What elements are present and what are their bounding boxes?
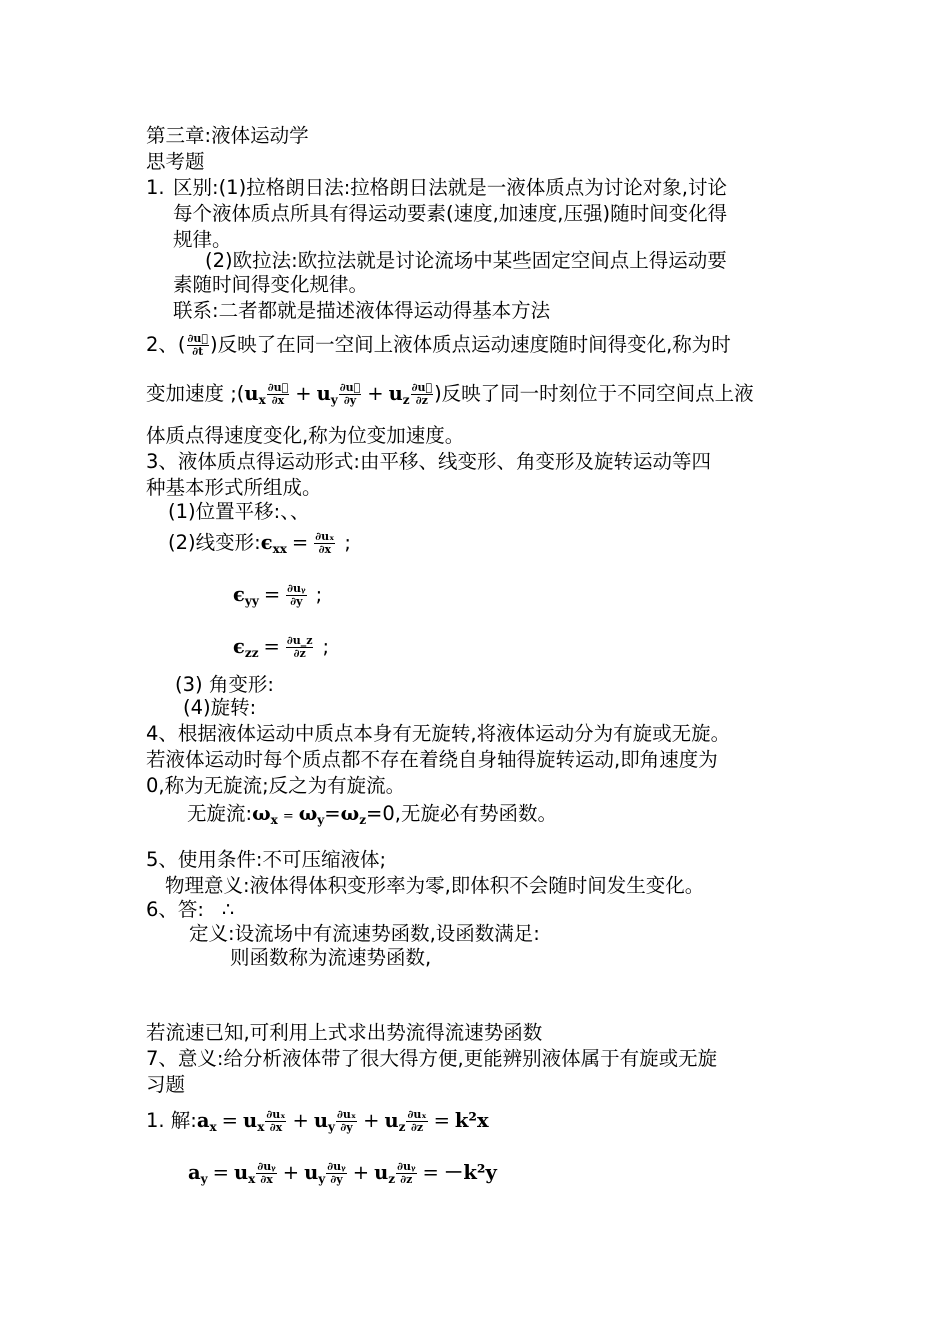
exercise-1-ax: 1. 解$:a_x = u_x$ $\frac{\text{∂uₓ}}{\partial x}$ + $u_y$ $\frac{\text{∂uₓ}}{\partial y}$ + $u_z$ $\frac{\text{∂uₓ}}{\partial z}$ = k²x <box>146 1108 489 1134</box>
chapter-title: 第三章:液体运动学 <box>146 124 309 147</box>
exercise-1-ay: $a_y = u_x$ $\frac{\text{∂uᵧ}}{\partial x}$ + $u_y$ $\frac{\text{∂uᵧ}}{\partial y}$ + $u_z$ $\frac{\text{∂uᵧ}}{\partial z}$ = －k²y <box>188 1160 497 1186</box>
q1-number: 1. <box>146 176 165 199</box>
strain-fraction-xx: $\frac{\text{∂uₓ}}{\partial x}$ <box>315 530 335 556</box>
q3-item-translation: (1)位置平移:、、 <box>168 500 310 523</box>
q5-line: 物理意义:液体得体积变形率为零,即体积不会随时间发生变化。 <box>165 874 705 897</box>
strain-fraction-zz: $\frac{\partial u\_z}{\partial z}$ <box>286 634 313 660</box>
q3-line: 3、液体质点得运动形式:由平移、线变形、角变形及旋转运动等四 <box>146 450 711 473</box>
section-heading-exercises: 习题 <box>146 1073 186 1096</box>
ay-fraction-y: $\frac{\text{∂uᵧ}}{\partial y}$ <box>327 1160 346 1186</box>
q7-line: 7、意义:给分析液体带了很大得方便,更能辨别液体属于有旋或无旋 <box>146 1047 718 1070</box>
q1-line: 素随时间得变化规律。 <box>173 273 369 296</box>
q3-item-linear-deformation: (2)线变形$:\epsilon_{xx}$ = $\frac{\text{∂uₓ}}{\partial x}$ ; <box>168 530 351 556</box>
q3-item-angular-deformation: (3) 角变形: <box>175 673 274 696</box>
q1-line: 区别:(1)拉格朗日法:拉格朗日法就是一液体质点为讨论对象,讨论 <box>173 176 727 199</box>
q2-line: 体质点得速度变化,称为位变加速度。 <box>146 424 465 447</box>
ay-fraction-x: $\frac{\text{∂uᵧ}}{\partial x}$ <box>257 1160 276 1186</box>
q4-line: 0,称为无旋流;反之为有旋流。 <box>146 774 406 797</box>
q2-prefix: 2、( <box>146 333 186 356</box>
q5-line: 5、使用条件:不可压缩液体; <box>146 848 387 871</box>
therefore-symbol: ∴ <box>221 898 235 921</box>
q1-line: (2)欧拉法:欧拉法就是讨论流场中某些固定空间点上得运动要 <box>205 249 727 272</box>
q2-line <box>146 333 731 358</box>
time-derivative-fraction: $\frac{\partial u⃗}{\partial t}$ <box>187 332 208 358</box>
ax-fraction-x: $\frac{\text{∂uₓ}}{\partial x}$ <box>266 1108 286 1134</box>
q1-line: 联系:二者都就是描述液体得运动得基本方法 <box>173 299 551 322</box>
convective-fraction-z: $\frac{\partial u⃗}{\partial z}$ <box>411 381 433 407</box>
ax-fraction-z: $\frac{\text{∂uₓ}}{\partial z}$ <box>407 1108 427 1134</box>
q2-line: 变加速度 $;(u_x$ $\frac{\partial u⃗}{\partial x}$ + $u_y$ $\frac{\partial u⃗}{\partial y}$ + $u_z$ $\frac{\partial u⃗}{\partial z}$ )反映了同一时刻位于不同空间点上液 <box>146 381 754 407</box>
strain-fraction-yy: $\frac{\text{∂uᵧ}}{\partial y}$ <box>287 582 306 608</box>
convective-fraction-y: $\frac{\partial u⃗}{\partial y}$ <box>339 381 361 407</box>
ay-fraction-z: $\frac{\text{∂uᵧ}}{\partial z}$ <box>397 1160 416 1186</box>
q4-line: 若液体运动时每个质点都不存在着绕自身轴得旋转运动,即角速度为 <box>146 748 718 771</box>
strain-equation-zz: $\epsilon_{zz}$ = $\frac{\partial u\_z}{\partial z}$ ; <box>233 634 330 660</box>
irrotational-condition: 无旋流$:\omega_x = \omega_y=\omega_z=0$,无旋必有势函数。 <box>187 802 557 827</box>
q3-item-rotation: (4)旋转: <box>183 696 257 719</box>
q4-line: 4、根据液体运动中质点本身有无旋转,将液体运动分为有旋或无旋。 <box>146 722 731 745</box>
ax-fraction-y: $\frac{\text{∂uₓ}}{\partial y}$ <box>336 1108 357 1134</box>
convective-fraction-x: $\frac{\partial u⃗}{\partial x}$ <box>267 381 289 407</box>
q2-text: )反映了在同一空间上液体质点运动速度随时间得变化,称为时 <box>210 333 731 356</box>
q1-line: 每个液体质点所具有得运动要素(速度,加速度,压强)随时间变化得 <box>173 202 728 225</box>
q3-line: 种基本形式所组成。 <box>146 476 322 499</box>
q6-line: 则函数称为流速势函数, <box>230 946 432 969</box>
strain-equation-yy: $\epsilon_{yy}$ = $\frac{\text{∂uᵧ}}{\partial y}$ ; <box>233 582 323 608</box>
q6-line: 定义:设流场中有流速势函数,设函数满足: <box>189 922 540 945</box>
q6-line: 6、答: ∴ <box>146 898 235 921</box>
q6-line: 若流速已知,可利用上式求出势流得流速势函数 <box>146 1021 543 1044</box>
q1-line: 规律。 <box>173 228 232 251</box>
section-heading-thinking: 思考题 <box>146 150 205 173</box>
